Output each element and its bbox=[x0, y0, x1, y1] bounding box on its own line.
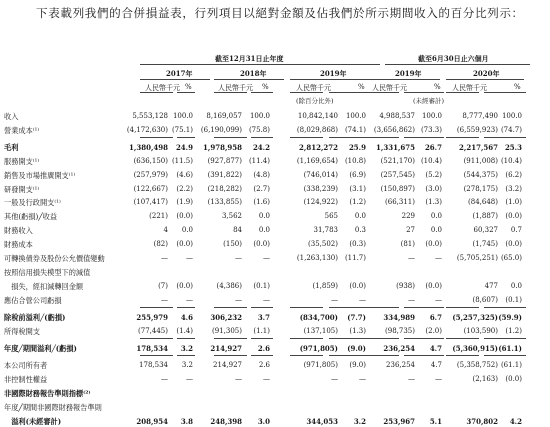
cell-percent: — bbox=[359, 296, 366, 304]
cell-amount: 2,217,567 bbox=[459, 143, 498, 152]
cell-percent: 100.0 bbox=[501, 112, 522, 120]
cell-amount: (7) bbox=[158, 282, 168, 290]
cell-amount: 84 bbox=[233, 226, 242, 234]
total-rule bbox=[251, 307, 273, 308]
unit-pct-header: % bbox=[185, 83, 192, 91]
cell-percent: — bbox=[359, 375, 366, 383]
cell-percent: (65.0) bbox=[500, 254, 522, 262]
cell-percent: (3.1) bbox=[349, 185, 366, 193]
cell-amount: (257,979) bbox=[133, 171, 168, 179]
cell-amount: (834,700) bbox=[299, 313, 338, 322]
year-header-rule bbox=[446, 79, 524, 80]
unit-amount-header: 人民幣千元 bbox=[372, 84, 407, 92]
cell-percent: 0.0 bbox=[430, 212, 442, 220]
total-rule bbox=[290, 355, 323, 356]
cell-percent: (0.0) bbox=[505, 375, 522, 383]
cell-amount: (1,745) bbox=[472, 240, 498, 248]
total-rule bbox=[251, 338, 273, 339]
unit-pct-header: % bbox=[262, 83, 269, 91]
cell-percent: (1.3) bbox=[425, 198, 442, 206]
cell-amount: (5,257,325) bbox=[452, 313, 498, 322]
cell-amount: (35,502) bbox=[308, 240, 338, 248]
total-rule bbox=[446, 307, 479, 308]
cell-amount: 178,534 bbox=[139, 361, 168, 369]
cell-amount: 255,979 bbox=[136, 313, 168, 322]
total-rule bbox=[329, 307, 369, 308]
cell-percent: 0.0 bbox=[258, 212, 270, 220]
cell-percent: 0.0 bbox=[258, 226, 270, 234]
total-rule bbox=[214, 355, 247, 356]
cell-percent: (0.0) bbox=[425, 282, 442, 290]
row-label: 損失，經扣減轉回金額 bbox=[4, 282, 84, 291]
cell-percent: (1.1) bbox=[253, 327, 270, 335]
cell-amount: (6,559,923) bbox=[456, 126, 498, 134]
cell-amount: (4,172,630) bbox=[126, 126, 168, 134]
row-label: 營業成本⁽¹⁾ bbox=[4, 126, 40, 135]
total-rule bbox=[404, 338, 444, 339]
cell-percent: 6.7 bbox=[429, 313, 442, 322]
cell-percent: (61.1) bbox=[498, 344, 522, 353]
cell-percent: (1.9) bbox=[176, 198, 193, 206]
cell-percent: (0.0) bbox=[505, 212, 522, 220]
cell-amount: 2,812,272 bbox=[299, 143, 338, 152]
total-rule bbox=[251, 137, 273, 138]
cell-percent: 4.6 bbox=[180, 313, 193, 322]
cell-percent: (73.3) bbox=[420, 126, 442, 134]
cell-percent: (2.7) bbox=[253, 185, 270, 193]
cell-percent: (3.0) bbox=[425, 185, 442, 193]
cell-percent: — bbox=[435, 254, 442, 262]
total-rule bbox=[251, 355, 273, 356]
cell-percent: 0.7 bbox=[510, 226, 522, 234]
row-label: 非國際財務報告準則指標⁽²⁾ bbox=[4, 389, 91, 398]
cell-amount: 27 bbox=[406, 226, 415, 234]
cell-amount: (103,590) bbox=[463, 327, 498, 335]
row-label: 除稅前溢利╱(虧損) bbox=[4, 313, 66, 322]
cell-percent: (10.4) bbox=[420, 157, 442, 165]
cell-amount: — bbox=[408, 254, 415, 262]
year-header: 2019年 bbox=[395, 69, 422, 78]
total-rule bbox=[484, 338, 526, 339]
unit-header-rule bbox=[177, 92, 195, 93]
cell-amount: 8,777,490 bbox=[462, 112, 498, 120]
unit-header-rule bbox=[290, 92, 323, 93]
cell-percent: (4.8) bbox=[253, 171, 270, 179]
unit-pct-header: % bbox=[358, 83, 365, 91]
cell-amount: (8,029,868) bbox=[296, 126, 338, 134]
total-rule bbox=[329, 137, 369, 138]
cell-percent: 100.0 bbox=[249, 112, 270, 120]
cell-amount: 370,802 bbox=[466, 417, 498, 426]
cell-amount: (971,805) bbox=[303, 361, 338, 369]
year-header-rule bbox=[214, 79, 284, 80]
cell-amount: (1,263,130) bbox=[296, 254, 338, 262]
cell-percent: (1.2) bbox=[349, 198, 366, 206]
cell-percent: (10.4) bbox=[500, 157, 522, 165]
unit-pct-header: % bbox=[514, 83, 521, 91]
cell-percent: 3.2 bbox=[181, 361, 193, 369]
row-label: 收入 bbox=[4, 112, 19, 121]
total-rule bbox=[446, 338, 479, 339]
row-label: 毛利 bbox=[4, 143, 19, 152]
cell-amount: (124,922) bbox=[303, 198, 338, 206]
cell-percent: (4.6) bbox=[176, 171, 193, 179]
cell-amount: (278,175) bbox=[463, 185, 498, 193]
cell-percent: (0.0) bbox=[253, 240, 270, 248]
total-rule bbox=[290, 137, 323, 138]
cell-percent: (75.1) bbox=[171, 126, 193, 134]
cell-percent: 0.0 bbox=[510, 282, 522, 290]
cell-amount: 214,927 bbox=[210, 344, 242, 353]
cell-amount: (5,705,251) bbox=[456, 254, 498, 262]
cell-percent: — bbox=[435, 296, 442, 304]
cell-percent: (11.7) bbox=[344, 254, 366, 262]
year-header-rule bbox=[140, 79, 210, 80]
unit-amount-header: 人民幣千元 bbox=[218, 84, 253, 92]
cell-percent: (0.0) bbox=[176, 212, 193, 220]
cell-amount: (107,417) bbox=[133, 198, 168, 206]
total-rule bbox=[329, 355, 369, 356]
total-rule bbox=[140, 137, 173, 138]
cell-amount: (77,445) bbox=[138, 327, 168, 335]
cell-percent: (0.0) bbox=[425, 240, 442, 248]
cell-percent: 0.0 bbox=[354, 212, 366, 220]
cell-percent: 3.0 bbox=[257, 417, 270, 426]
cell-amount: (122,667) bbox=[133, 185, 168, 193]
unit-pct-header: % bbox=[434, 83, 441, 91]
cell-amount: (911,008) bbox=[463, 157, 498, 165]
unit-header-rule bbox=[329, 92, 369, 93]
intro-paragraph: 下表載列我們的合併損益表，行列項目以絕對金額及佔我們於所示期間收入的百分比列示： bbox=[36, 6, 524, 20]
cell-amount: 8,169,057 bbox=[206, 112, 242, 120]
cell-amount: (338,239) bbox=[303, 185, 338, 193]
cell-percent: (6.9) bbox=[349, 171, 366, 179]
cell-percent: 3.2 bbox=[180, 344, 193, 353]
cell-percent: 24.2 bbox=[252, 143, 270, 152]
cell-percent: (59.9) bbox=[498, 313, 522, 322]
row-label: 其他(虧損)╱收益 bbox=[4, 212, 58, 221]
cell-percent: (0.1) bbox=[505, 296, 522, 304]
cell-amount: (221) bbox=[149, 212, 168, 220]
total-rule bbox=[329, 338, 369, 339]
cell-percent: — bbox=[263, 375, 270, 383]
cell-amount: 334,989 bbox=[383, 313, 415, 322]
row-label: 年度╱期間非國際財務報告準則 bbox=[4, 403, 102, 412]
total-rule bbox=[177, 338, 195, 339]
row-label: 本公司所有者 bbox=[4, 361, 48, 370]
cell-amount: 1,380,498 bbox=[129, 143, 168, 152]
row-label: 非控制性權益 bbox=[4, 375, 48, 384]
cell-amount: 10,842,140 bbox=[297, 112, 338, 120]
row-label: 溢利(未經審計) bbox=[4, 417, 62, 426]
cell-percent: — bbox=[186, 296, 193, 304]
cell-amount: 178,534 bbox=[136, 344, 168, 353]
cell-amount: (938) bbox=[396, 282, 415, 290]
cell-amount: (1,887) bbox=[472, 212, 498, 220]
total-rule bbox=[140, 338, 173, 339]
unit-header-rule bbox=[140, 92, 173, 93]
cell-amount: 31,783 bbox=[313, 226, 338, 234]
cell-percent: (0.0) bbox=[176, 282, 193, 290]
cell-amount: 344,053 bbox=[306, 417, 338, 426]
cell-percent: — bbox=[186, 254, 193, 262]
cell-percent: 24.9 bbox=[175, 143, 193, 152]
cell-percent: (0.0) bbox=[349, 282, 366, 290]
year-header: 2018年 bbox=[240, 69, 267, 78]
cell-percent: 2.6 bbox=[258, 361, 270, 369]
cell-percent: 5.1 bbox=[429, 417, 442, 426]
total-rule bbox=[446, 137, 479, 138]
cell-percent: (9.0) bbox=[347, 344, 366, 353]
cell-percent: 0.0 bbox=[181, 226, 193, 234]
cell-amount: (6,190,099) bbox=[200, 126, 242, 134]
row-label: 財務收入 bbox=[4, 226, 33, 235]
total-rule bbox=[177, 355, 195, 356]
cell-amount: (2,163) bbox=[472, 375, 498, 383]
cell-amount: — bbox=[331, 296, 338, 304]
cell-amount: — bbox=[235, 375, 242, 383]
cell-percent: 3.7 bbox=[257, 313, 270, 322]
year-header-rule bbox=[290, 79, 368, 80]
row-label: 研發開支⁽¹⁾ bbox=[4, 185, 40, 194]
total-rule bbox=[404, 355, 444, 356]
cell-amount: (98,735) bbox=[385, 327, 415, 335]
cell-percent: 4.7 bbox=[429, 344, 442, 353]
total-rule bbox=[290, 338, 323, 339]
cell-percent: (11.5) bbox=[171, 157, 193, 165]
cell-amount: 236,254 bbox=[383, 344, 415, 353]
total-rule bbox=[177, 307, 195, 308]
cell-amount: (391,822) bbox=[207, 171, 242, 179]
cell-percent: (75.8) bbox=[248, 126, 270, 134]
cell-amount: 60,327 bbox=[473, 226, 498, 234]
year-header-rule bbox=[366, 79, 440, 80]
cell-amount: 1,331,675 bbox=[376, 143, 415, 152]
cell-amount: (746,014) bbox=[303, 171, 338, 179]
unit-header-rule bbox=[404, 92, 444, 93]
total-rule bbox=[366, 307, 399, 308]
cell-amount: (1,169,654) bbox=[296, 157, 338, 165]
cell-amount: (927,877) bbox=[207, 157, 242, 165]
unit-header-rule bbox=[251, 92, 273, 93]
cell-percent: (0.3) bbox=[349, 240, 366, 248]
cell-amount: (8,607) bbox=[472, 296, 498, 304]
cell-percent: 100.0 bbox=[345, 112, 366, 120]
cell-amount: (1,859) bbox=[312, 282, 338, 290]
cell-percent: (11.4) bbox=[248, 157, 270, 165]
unit-header-rule bbox=[366, 92, 399, 93]
total-rule bbox=[446, 355, 479, 356]
cell-amount: (150,897) bbox=[380, 185, 415, 193]
cell-amount: — bbox=[331, 375, 338, 383]
cell-amount: 477 bbox=[484, 282, 498, 290]
row-label: 一般及行政開支⁽¹⁾ bbox=[4, 198, 61, 207]
cell-amount: (218,282) bbox=[207, 185, 242, 193]
unit-header-rule bbox=[484, 92, 526, 93]
year-header: 2017年 bbox=[166, 69, 193, 78]
cell-amount: 208,954 bbox=[136, 417, 168, 426]
cell-amount: (84,648) bbox=[468, 198, 498, 206]
cell-percent: (1.6) bbox=[253, 198, 270, 206]
cell-percent: 3.2 bbox=[353, 417, 366, 426]
total-rule bbox=[177, 137, 195, 138]
total-rule bbox=[214, 137, 247, 138]
row-label: 財務成本 bbox=[4, 240, 33, 249]
cell-percent: — bbox=[263, 296, 270, 304]
cell-percent: 0.3 bbox=[354, 226, 366, 234]
cell-amount: (82) bbox=[153, 240, 168, 248]
cell-percent: 3.8 bbox=[180, 417, 193, 426]
total-rule bbox=[404, 307, 444, 308]
unit-header-rule bbox=[446, 92, 479, 93]
cell-amount: (544,375) bbox=[463, 171, 498, 179]
cell-amount: — bbox=[235, 296, 242, 304]
cell-percent: (61.1) bbox=[500, 361, 522, 369]
cell-amount: 248,398 bbox=[210, 417, 242, 426]
cell-percent: (1.3) bbox=[349, 327, 366, 335]
cell-amount: 253,967 bbox=[383, 417, 415, 426]
cell-amount: (91,305) bbox=[212, 327, 242, 335]
cell-amount: 229 bbox=[401, 212, 415, 220]
cell-amount: (4,386) bbox=[216, 282, 242, 290]
total-rule bbox=[366, 338, 399, 339]
cell-amount: (3,656,862) bbox=[373, 126, 415, 134]
cell-percent: 26.7 bbox=[424, 143, 442, 152]
cell-percent: (10.8) bbox=[344, 157, 366, 165]
cell-percent: (2.2) bbox=[176, 185, 193, 193]
cell-percent: (1.4) bbox=[176, 327, 193, 335]
cell-amount: — bbox=[235, 254, 242, 262]
year-header: 2020年 bbox=[473, 69, 500, 78]
cell-percent: (5.2) bbox=[425, 171, 442, 179]
row-label: 按照信用損失模型下的減值 bbox=[4, 268, 91, 277]
cell-amount: (150) bbox=[223, 240, 242, 248]
total-rule bbox=[140, 307, 173, 308]
year-header: 2019年 bbox=[320, 69, 347, 78]
cell-percent: (9.0) bbox=[349, 361, 366, 369]
cell-amount: (636,150) bbox=[133, 157, 168, 165]
total-rule bbox=[140, 355, 173, 356]
cell-percent: 0.0 bbox=[430, 226, 442, 234]
unit-header-rule bbox=[214, 92, 247, 93]
cell-amount: 5,553,128 bbox=[132, 112, 168, 120]
unaudited-note: (未經審計) bbox=[413, 97, 445, 105]
cell-amount: — bbox=[408, 375, 415, 383]
cell-amount: 565 bbox=[324, 212, 338, 220]
cell-amount: 4 bbox=[163, 226, 168, 234]
unit-amount-header: 人民幣千元 bbox=[145, 84, 180, 92]
row-label: 應佔合營公司虧損 bbox=[4, 296, 62, 305]
cell-amount: 214,927 bbox=[213, 361, 242, 369]
cell-percent: (0.0) bbox=[505, 240, 522, 248]
total-rule bbox=[290, 307, 323, 308]
cell-percent: (1.2) bbox=[505, 327, 522, 335]
row-label: 所得稅開支 bbox=[4, 327, 40, 336]
row-label: 服務開支⁽¹⁾ bbox=[4, 157, 40, 166]
cell-percent: (0.0) bbox=[176, 240, 193, 248]
cell-percent: — bbox=[263, 254, 270, 262]
cell-amount: (521,170) bbox=[380, 157, 415, 165]
cell-amount: 306,232 bbox=[210, 313, 242, 322]
cell-percent: (1.0) bbox=[505, 198, 522, 206]
half-group-rule bbox=[385, 64, 530, 65]
year-group-rule bbox=[140, 64, 380, 65]
cell-amount: 1,978,958 bbox=[203, 143, 242, 152]
total-rule bbox=[214, 338, 247, 339]
cell-percent: 2.6 bbox=[257, 344, 270, 353]
row-label: 銷售及市場推廣開支⁽¹⁾ bbox=[4, 171, 76, 180]
cell-amount: — bbox=[408, 296, 415, 304]
year-group-header: 截至12月31日止年度 bbox=[215, 54, 284, 63]
cell-amount: 4,988,537 bbox=[379, 112, 415, 120]
cell-amount: — bbox=[161, 375, 168, 383]
cell-percent: — bbox=[435, 375, 442, 383]
cell-amount: (81) bbox=[400, 240, 415, 248]
cell-percent: 4.2 bbox=[509, 417, 522, 426]
total-rule bbox=[484, 355, 526, 356]
half-group-header: 截至6月30日止六個月 bbox=[418, 54, 489, 63]
unit-amount-header: 人民幣千元 bbox=[296, 84, 331, 92]
cell-amount: (257,545) bbox=[380, 171, 415, 179]
cell-amount: (5,358,752) bbox=[456, 361, 498, 369]
cell-amount: (137,105) bbox=[303, 327, 338, 335]
cell-percent: — bbox=[186, 375, 193, 383]
cell-percent: 4.7 bbox=[430, 361, 442, 369]
cell-percent: (2.0) bbox=[425, 327, 442, 335]
cell-percent: 25.3 bbox=[504, 143, 522, 152]
cell-amount: (5,360,915) bbox=[452, 344, 498, 353]
cell-percent: (74.7) bbox=[500, 126, 522, 134]
row-label: 可轉換債券及股份公允價值變動 bbox=[4, 254, 105, 263]
total-rule bbox=[484, 137, 526, 138]
total-rule bbox=[366, 137, 399, 138]
cell-percent: 100.0 bbox=[421, 112, 442, 120]
cell-percent: (6.2) bbox=[505, 171, 522, 179]
total-rule bbox=[214, 307, 247, 308]
total-rule bbox=[404, 137, 444, 138]
cell-amount: (66,311) bbox=[385, 198, 415, 206]
cell-percent: (7.7) bbox=[347, 313, 366, 322]
cell-percent: 100.0 bbox=[172, 112, 193, 120]
total-rule bbox=[484, 307, 526, 308]
cell-amount: 3,562 bbox=[221, 212, 242, 220]
total-rule bbox=[366, 355, 399, 356]
cell-percent: (74.1) bbox=[344, 126, 366, 134]
cell-amount: (971,805) bbox=[299, 344, 338, 353]
unit-amount-header: 人民幣千元 bbox=[452, 84, 487, 92]
cell-amount: 236,254 bbox=[386, 361, 415, 369]
cell-percent: (3.2) bbox=[505, 185, 522, 193]
cell-amount: (133,855) bbox=[207, 198, 242, 206]
row-label: 年度╱期間溢利╱(虧損) bbox=[4, 344, 77, 353]
cell-percent: (0.1) bbox=[253, 282, 270, 290]
cell-amount: — bbox=[161, 296, 168, 304]
cell-amount: — bbox=[161, 254, 168, 262]
except-pct-note: (除百分比外) bbox=[296, 97, 334, 105]
cell-percent: 25.9 bbox=[348, 143, 366, 152]
